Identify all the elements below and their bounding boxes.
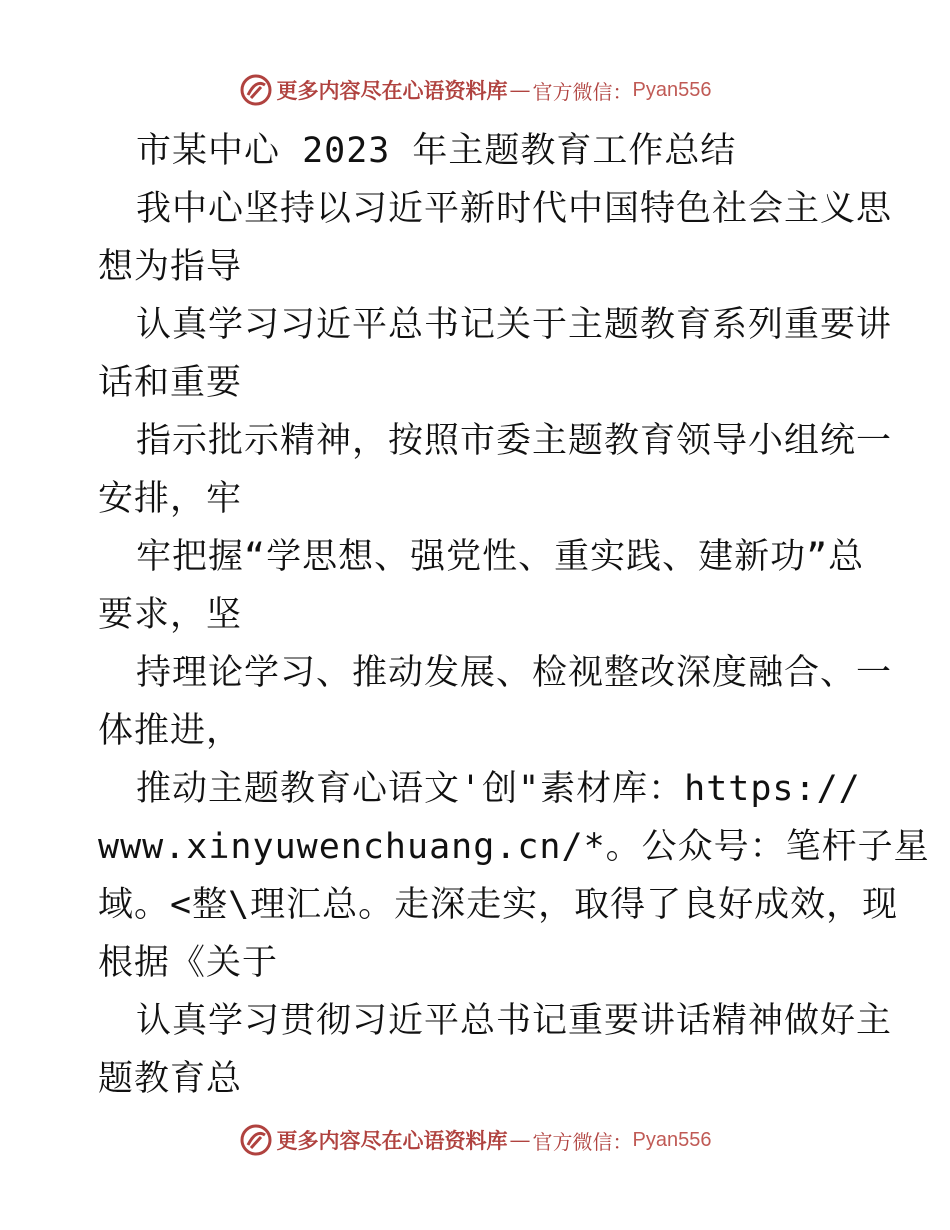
banner-dash: — (509, 78, 531, 102)
doc-line: 安排，牢 (98, 479, 243, 519)
doc-line: 推动主题教育心语文'创"素材库：https:// (136, 769, 861, 809)
doc-title: 市某中心 2023 年主题教育工作总结 (136, 131, 737, 171)
document-body (98, 122, 930, 1108)
banner-dash: — (509, 1128, 531, 1152)
doc-line: 牢把握“学思想、强党性、重实践、建新功”总 (136, 537, 865, 577)
banner-main-text: 更多内容尽在心语资料库 (276, 78, 508, 103)
doc-line: 要求，坚 (98, 595, 243, 635)
footer-watermark-banner (0, 1118, 950, 1162)
banner-wechat-id: Pyan556 (632, 1128, 712, 1151)
doc-line: 持理论学习、推动发展、检视整改深度融合、一 (136, 653, 893, 693)
banner-wechat-label: 官方微信： (532, 79, 633, 104)
doc-line: 题教育总 (98, 1059, 243, 1099)
banner-wechat-label: 官方微信： (532, 1129, 633, 1154)
header-watermark-banner (0, 68, 950, 112)
banner-main-text: 更多内容尽在心语资料库 (276, 1128, 508, 1153)
brand-logo-icon (239, 1123, 273, 1157)
doc-line: 认真学习习近平总书记关于主题教育系列重要讲 (136, 305, 893, 345)
banner-wechat-id: Pyan556 (632, 78, 712, 101)
doc-line: www.xinyuwenchuang.cn/*。公众号：笔杆子星 (98, 827, 930, 867)
doc-line: 指示批示精神，按照市委主题教育领导小组统一 (136, 421, 893, 461)
doc-line: 我中心坚持以习近平新时代中国特色社会主义思 (136, 189, 893, 229)
doc-line: 体推进， (98, 711, 243, 751)
doc-line: 想为指导 (98, 247, 243, 287)
doc-line: 域。<整\理汇总。走深走实，取得了良好成效，现 (98, 885, 899, 925)
doc-line: 话和重要 (98, 363, 243, 403)
doc-line: 认真学习贯彻习近平总书记重要讲话精神做好主 (136, 1001, 893, 1041)
doc-line: 根据《关于 (98, 943, 279, 983)
brand-logo-icon (239, 73, 273, 107)
